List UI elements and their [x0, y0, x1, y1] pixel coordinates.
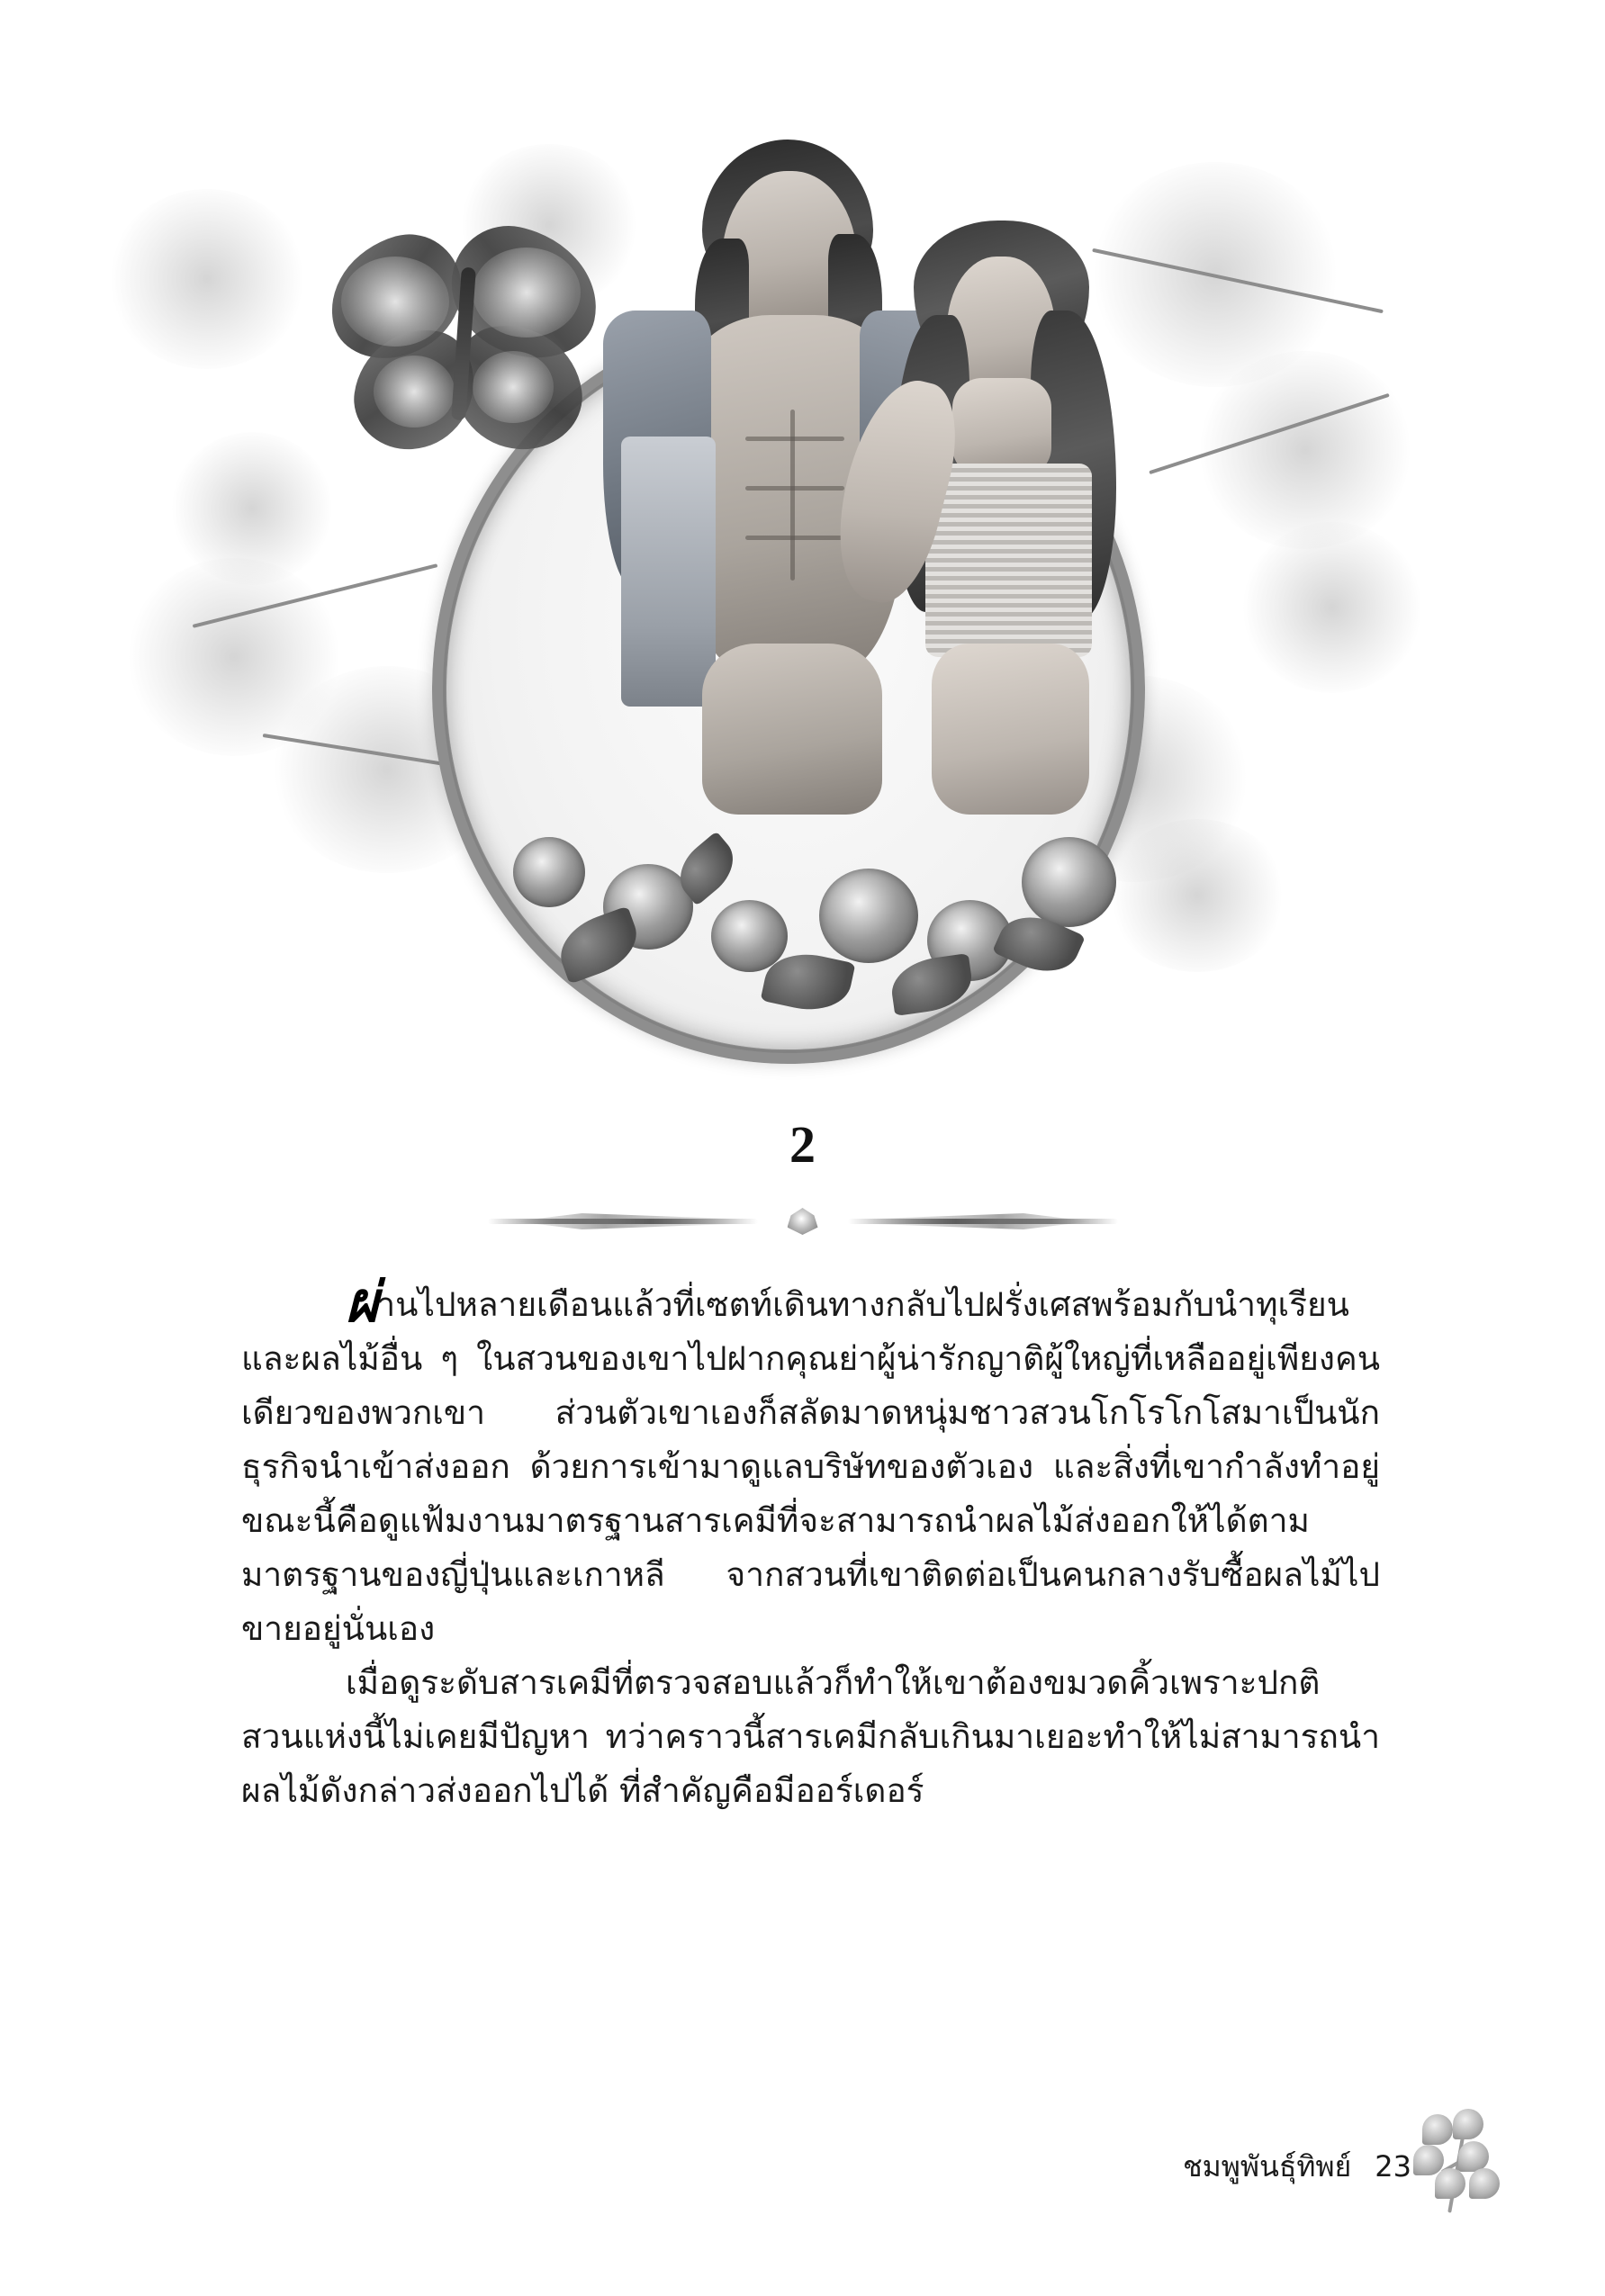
- gem-icon: [788, 1208, 818, 1235]
- paragraph-2: [241, 1656, 1380, 1818]
- footer-book-title: ชมพูพันธุ์ทิพย์: [1182, 2149, 1352, 2183]
- blossom-wash: [1197, 351, 1413, 549]
- footer-page-number: 23: [1375, 2149, 1411, 2183]
- page-footer: [1183, 2144, 1411, 2190]
- chapter-number: 2: [789, 1115, 816, 1174]
- blossom-wash: [108, 189, 306, 369]
- paragraph-1: [241, 1273, 1380, 1656]
- blossom-wash: [1242, 522, 1422, 693]
- butterfly-icon: [320, 230, 617, 464]
- chapter-illustration: [135, 54, 1485, 1098]
- female-figure: [882, 221, 1152, 869]
- drop-cap: ผ่: [346, 1273, 377, 1334]
- blossom-sprig-icon: [1402, 2109, 1519, 2226]
- body-text: [241, 1273, 1380, 1818]
- rose: [819, 869, 918, 963]
- paragraph-2-text: เมื่อดูระดับสารเคมีที่ตรวจสอบแล้วก็ทำให้เขาต้องขมวดคิ้วเพราะปกติสวนแห่งนี้ไม่เคยมีปัญหา ทว่าคราวนี้สารเคมีกลับเกินมาเยอะทำให้ไม่สามารถนำผลไม้ดังกล่าวส่งออกไปได้ ที่สำคัญคือมีออร์เดอร์: [241, 1663, 1380, 1810]
- rose: [513, 837, 585, 907]
- paragraph-1-text: านไปหลายเดือนแล้วที่เซตท์เดินทางกลับไปฝรั่งเศสพร้อมกับนำทุเรียนและผลไม้อื่น ๆ ในสวนของเขาไปฝากคุณย่าผู้น่ารักญาติผู้ใหญ่ที่เหลืออยู่เพียงคนเดียวของพวกเขา ส่วนตัวเขาเองก็สลัดมาดหนุ่มชาวสวนโกโรโกโสมาเป็นนักธุรกิจนำเข้าส่งออก ด้วยการเข้ามาดูแลบริษัทของตัวเอง และสิ่งที่เขากำลังทำอยู่ขณะนี้คือดูแฟ้มงานมาตรฐานสารเคมีที่จะสามารถนำผลไม้ส่งออกให้ได้ตามมาตรฐานของญี่ปุ่นและเกาหลี จากสวนที่เขาติดต่อเป็นคนกลางรับซื้อผลไม้ไปขายอยู่นั่นเอง: [241, 1285, 1380, 1648]
- ornament-divider: [488, 1197, 1118, 1244]
- rose: [1022, 837, 1116, 927]
